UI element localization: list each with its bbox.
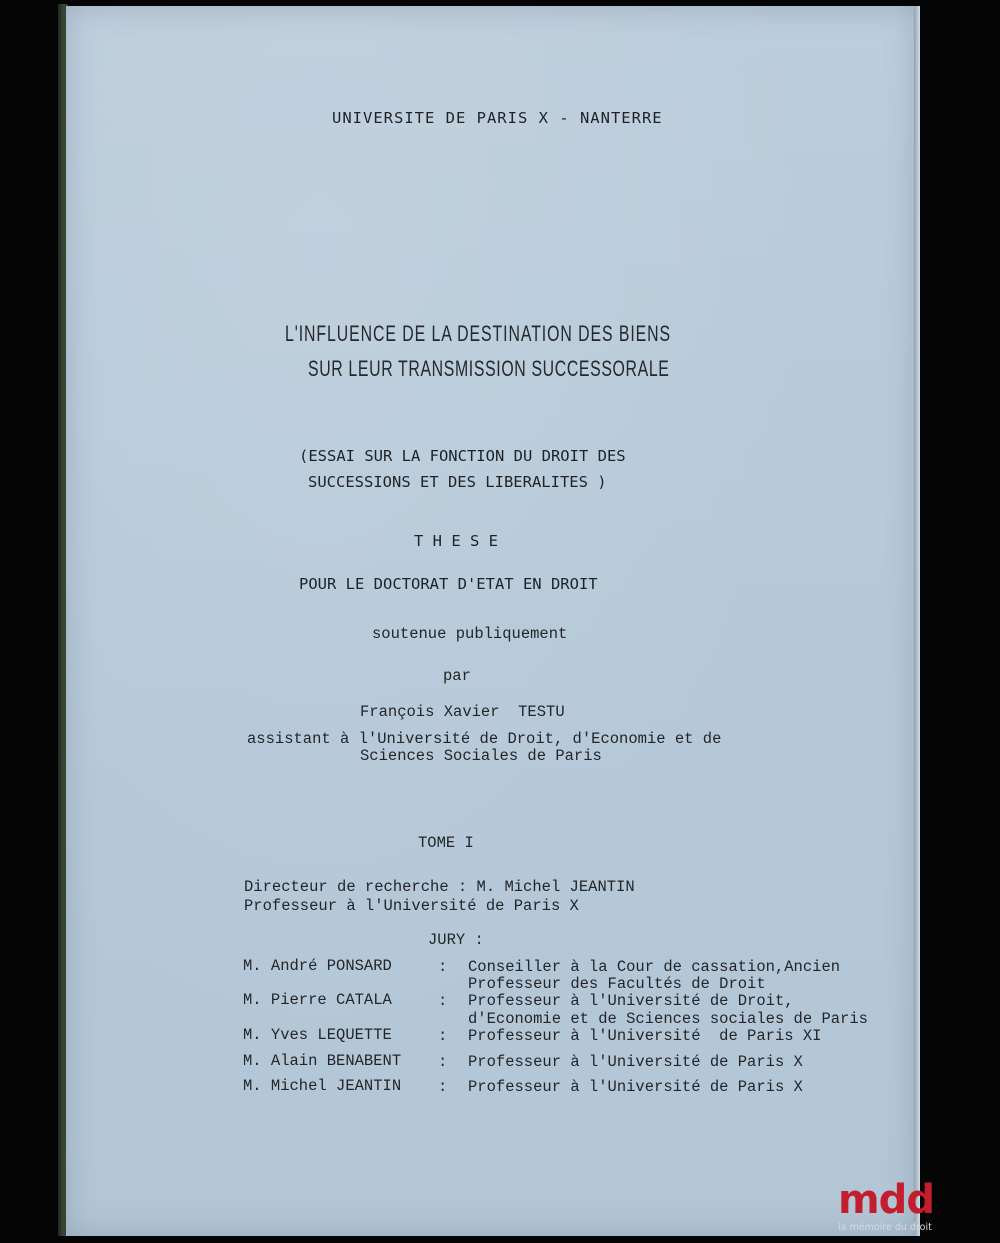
title-line-1: L'INFLUENCE DE LA DESTINATION DES BIENS — [285, 321, 672, 346]
these-heading: T H E S E — [414, 532, 498, 550]
jury-member-separator: : — [438, 958, 448, 976]
jury-member-name: M. Michel JEANTIN — [243, 1077, 402, 1095]
jury-member-role-cont: Professeur des Facultés de Droit — [468, 975, 766, 993]
jury-member-separator: : — [438, 1078, 448, 1096]
mdd-watermark-logo — [838, 1178, 938, 1240]
soutenue-line: soutenue publiquement — [372, 625, 568, 643]
jury-member-role: Professeur à l'Université de Paris X — [468, 1053, 803, 1071]
par-line: par — [443, 667, 471, 685]
doctorat-line: POUR LE DOCTORAT D'ETAT EN DROIT — [299, 575, 598, 593]
jury-member-separator: : — [438, 1053, 448, 1071]
subtitle-line-2: SUCCESSIONS ET DES LIBERALITES ) — [308, 473, 607, 491]
jury-member-name: M. Yves LEQUETTE — [243, 1026, 392, 1044]
jury-member-role-cont: d'Economie et de Sciences sociales de Paris — [468, 1010, 868, 1028]
mdd-logo-tagline: la mémoire du droit — [838, 1222, 932, 1233]
jury-member-role: Professeur à l'Université de Droit, — [468, 992, 794, 1010]
jury-member-separator: : — [438, 992, 448, 1010]
subtitle-line-1: (ESSAI SUR LA FONCTION DU DROIT DES — [299, 447, 626, 465]
tome-label: TOME I — [418, 834, 474, 852]
affiliation-line-1: assistant à l'Université de Droit, d'Economie et de — [247, 730, 722, 748]
university-heading: UNIVERSITE DE PARIS X - NANTERRE — [332, 109, 663, 127]
jury-heading: JURY : — [428, 931, 484, 949]
directeur-line-2: Professeur à l'Université de Paris X — [244, 897, 579, 915]
thesis-cover-page — [66, 6, 916, 1236]
directeur-line-1: Directeur de recherche : M. Michel JEANTIN — [244, 878, 635, 896]
jury-member-name: M. André PONSARD — [243, 957, 392, 975]
jury-member-separator: : — [438, 1027, 448, 1045]
jury-member-name: M. Alain BENABENT — [243, 1052, 402, 1070]
title-line-2: SUR LEUR TRANSMISSION SUCCESSORALE — [308, 356, 670, 381]
jury-member-role: Professeur à l'Université de Paris X — [468, 1078, 803, 1096]
jury-member-name: M. Pierre CATALA — [243, 991, 392, 1009]
author-name: François Xavier TESTU — [360, 703, 565, 721]
mdd-logo-mark: mdd — [838, 1177, 934, 1223]
jury-member-role: Conseiller à la Cour de cassation,Ancien — [468, 958, 841, 976]
jury-member-role: Professeur à l'Université de Paris XI — [468, 1027, 822, 1045]
page-edge — [914, 6, 920, 1236]
affiliation-line-2: Sciences Sociales de Paris — [360, 747, 602, 765]
